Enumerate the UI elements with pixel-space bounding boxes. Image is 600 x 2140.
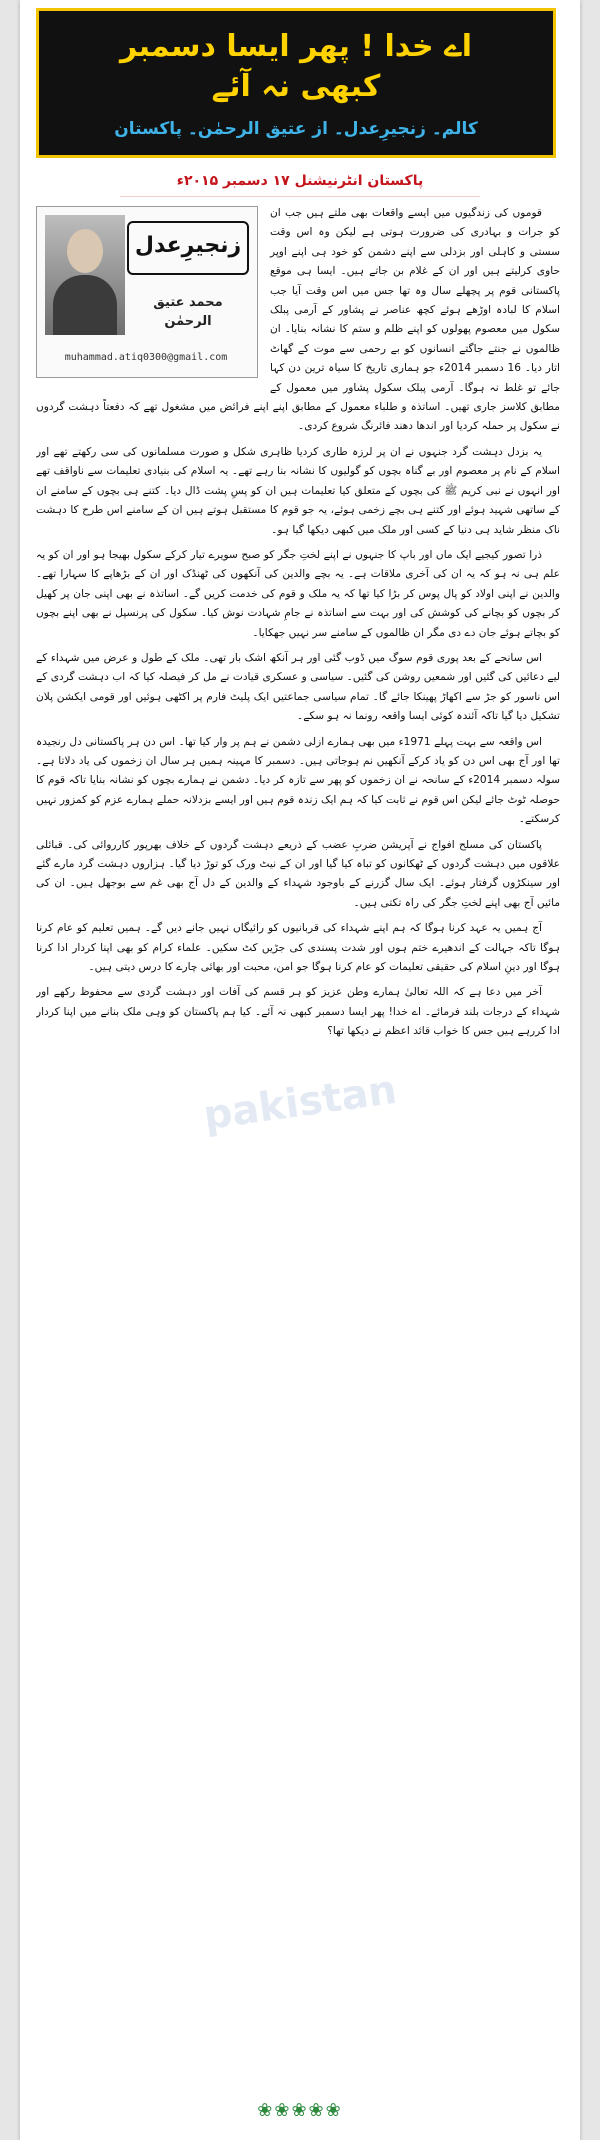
paragraph: ذرا تصور کیجیے ایک ماں اور باپ کا جنہوں نے اپنے لختِ جگر کو صبح سویرے تیار کرکے سکول بھیجا ہو اور ان کو یہ علم ہی نہ ہو کہ یہ ان کی آخری ملاقات ہے۔ یہ بچے والدین کی آنکھوں کی ٹھنڈک اور ان کے بڑھاپے کا سہارا تھے۔ والدین نے اپنی اولاد کو پال پوس کر بڑا کیا تھا کہ یہ ملک و قوم کی خدمت کریں گے۔ اساتذہ نے بھی اپنی جان پر کھیل کر بچوں کو بچانے کی کوشش کی اور بہت سے اساتذہ نے جامِ شہادت نوش کیا۔ سکول کی پرنسپل نے بھی اپنے بچوں کو بچاتے ہوئے جان دے دی مگر ان ظالموں کے سامنے سر نہیں جھکایا۔ [36, 548, 560, 639]
title-banner [36, 8, 556, 158]
paragraph: پاکستان کی مسلح افواج نے آپریشن ضربِ عضب کے ذریعے دہشت گردوں کے خلاف بھرپور کارروائی کی۔ قبائلی علاقوں میں دہشت گردوں کے ٹھکانوں کو تباہ کیا گیا اور ان کے نیٹ ورک کو توڑ دیا گیا۔ ہزاروں دہشت گرد مارے گئے اور سینکڑوں گرفتار ہوئے۔ ایک سال گزرنے کے باوجود شہداء کے والدین کے دل آج بھی غم سے بوجھل ہیں۔ ان کی مائیں آج بھی اپنے لختِ جگر کی راہ تکتی ہیں۔ [36, 838, 560, 909]
paragraph: یہ بزدل دہشت گرد جنہوں نے ان پر لرزہ طاری کردیا ظاہری شکل و صورت مسلمانوں کی سی رکھتے تھے اور اسلام کے نام پر معصوم اور بے گناہ بچوں کو گولیوں کا نشانہ بنا رہے تھے۔ یہ اسلام کی بنیادی تعلیمات سے ناواقف تھے اور انہوں نے نبی کریم ﷺ کی بچوں کے متعلق کیا تعلیمات ہیں ان کو پسِ پشت ڈال دیا۔ کتنے ہی بچوں کے سامنے ان کے ساتھی شہید ہوئے اور کتنے ہی بچے زخمی ہوئے، یہ جو قوم کا مستقبل ہوتے ہیں ان کے سامنے اس طرح کا دہشت ناک منظر شاید ہی دنیا کے کسی اور ملک میں کبھی دیکھا گیا ہو۔ [36, 445, 560, 536]
author-email: muhammad.atiq0300@gmail.com [64, 351, 228, 363]
author-name: محمد عتیق الرحمٰن [153, 295, 223, 330]
columnist-box [36, 206, 258, 378]
headline-line-2: کبھی نہ آئے [211, 69, 381, 104]
author-photo-head [67, 229, 103, 273]
column-logo: زنجیرِعدل [127, 221, 249, 275]
article-page [20, 0, 580, 2140]
paragraph: آج ہمیں یہ عہد کرنا ہوگا کہ ہم اپنے شہداء کی قربانیوں کو رائیگاں نہیں جانے دیں گے۔ ہمیں تعلیم کو عام کرنا ہوگا تاکہ جہالت کے اندھیرے ختم ہوں اور شدت پسندی کی جڑیں کٹ سکیں۔ علماء کرام کو بھی اپنا کردار ادا کرنا ہوگا اور دینِ اسلام کی حقیقی تعلیمات کو عام کرنا ہوگا جو امن، محبت اور بھائی چارے کا درس دیتی ہیں۔ [36, 922, 560, 974]
paragraph: اس سانحے کے بعد پوری قوم سوگ میں ڈوب گئی اور ہر آنکھ اشک بار تھی۔ ملک کے طول و عرض میں شہداء کے لیے دعائیں کی گئیں اور شمعیں روشن کی گئیں۔ سیاسی و عسکری قیادت نے مل کر فیصلہ کیا کہ اب دہشت گردی کے اس ناسور کو جڑ سے اکھاڑ پھینکا جائے گا۔ تمام سیاسی جماعتیں ایک پلیٹ فارم پر اکٹھی ہوئیں اور قومی ایکشن پلان تشکیل دیا گیا تاکہ آئندہ کوئی ایسا واقعہ رونما نہ ہو سکے۔ [36, 651, 560, 723]
paragraph: قوموں کی زندگیوں میں ایسے واقعات بھی ملتے ہیں جب ان کو جرات و بہادری کی ضرورت ہوتی ہے لیکن وہ اس وقت سستی و کاہلی اور بزدلی سے اپنے دشمن کو خود ہی اپنے اوپر حاوی کرلیتے ہیں اور ان کے غلام بن جاتے ہیں۔ ایسا ہی موقع پاکستانی قوم پر پچھلے سال وہ تھا جس میں اس وقت آیا جب اسلام کا لبادہ اوڑھے ہوئے کچھ عناصر نے پشاور کے آرمی پبلک سکول میں معصوم پھولوں کو اپنے ظلم و ستم کا نشانہ بنایا۔ ان ظالموں نے جنتے جاگتے انسانوں کو بے رحمی سے موت کے گھاٹ اتار دیا۔ 16 دسمبر 2014ء جو ہماری تاریخ کا سیاہ ترین دن کہا جائے تو غلط نہ ہوگا۔ آرمی پبلک سکول پشاور میں معمول کے مطابق کلاسز جاری تھیں۔ اساتذہ و طلباء معمول کے مطابق اپنے اپنے فرائض میں مشغول تھے کہ دفعتاً دہشت گردوں نے سکول پر حملہ کردیا اور اندھا دھند فائرنگ شروع کردی۔ [36, 207, 560, 433]
author-photo-body [53, 275, 117, 335]
footer-ornament-icon: ❀❀❀❀❀ [257, 2100, 343, 2121]
headline-line-1: اے خدا ! پھر ایسا دسمبر [120, 29, 472, 64]
watermark: pakistan [200, 1066, 400, 1140]
author-photo [45, 215, 125, 335]
byline: کالم۔ زنجیرِعدل۔ از عتیق الرحمٰن۔ پاکستان [114, 119, 478, 139]
article-body [36, 204, 560, 2094]
paragraph: اس واقعہ سے بہت پہلے 1971ء میں بھی ہمارے ازلی دشمن نے ہم پر وار کیا تھا۔ اس دن ہر پاکستانی دل رنجیدہ تھا اور آج بھی اس دن کو یاد کرکے آنکھیں نم ہوجاتی ہیں۔ دسمبر کا مہینہ ہمیں ہر سال ان زخموں کی یاد دلاتا ہے۔ سولہ دسمبر 2014ء کے سانحہ نے ان زخموں کو پھر سے تازہ کر دیا۔ دشمن نے ہمارے بچوں کو نشانہ بنایا تاکہ قوم کا حوصلہ ٹوٹ جائے لیکن اس قوم نے ثابت کیا کہ ہم ایک زندہ قوم ہیں اور ایسے بزدلانہ حملے ہمارے عزم کو کمزور نہیں کرسکتے۔ [36, 735, 560, 826]
dateline: پاکستان انٹرنیشنل ۱۷ دسمبر ۲۰۱۵ء [120, 166, 480, 197]
paragraph: آخر میں دعا ہے کہ اللہ تعالیٰ ہمارے وطن عزیز کو ہر قسم کی آفات اور دہشت گردی سے محفوظ رکھے اور شہداء کے درجات بلند فرمائے۔ اے خدا! پھر ایسا دسمبر کبھی نہ آئے۔ کیا ہم پاکستان کو وہی ملک بنانے میں اپنا کردار ادا کررہے ہیں جس کا خواب قائد اعظم نے دیکھا تھا؟ [36, 986, 560, 1038]
